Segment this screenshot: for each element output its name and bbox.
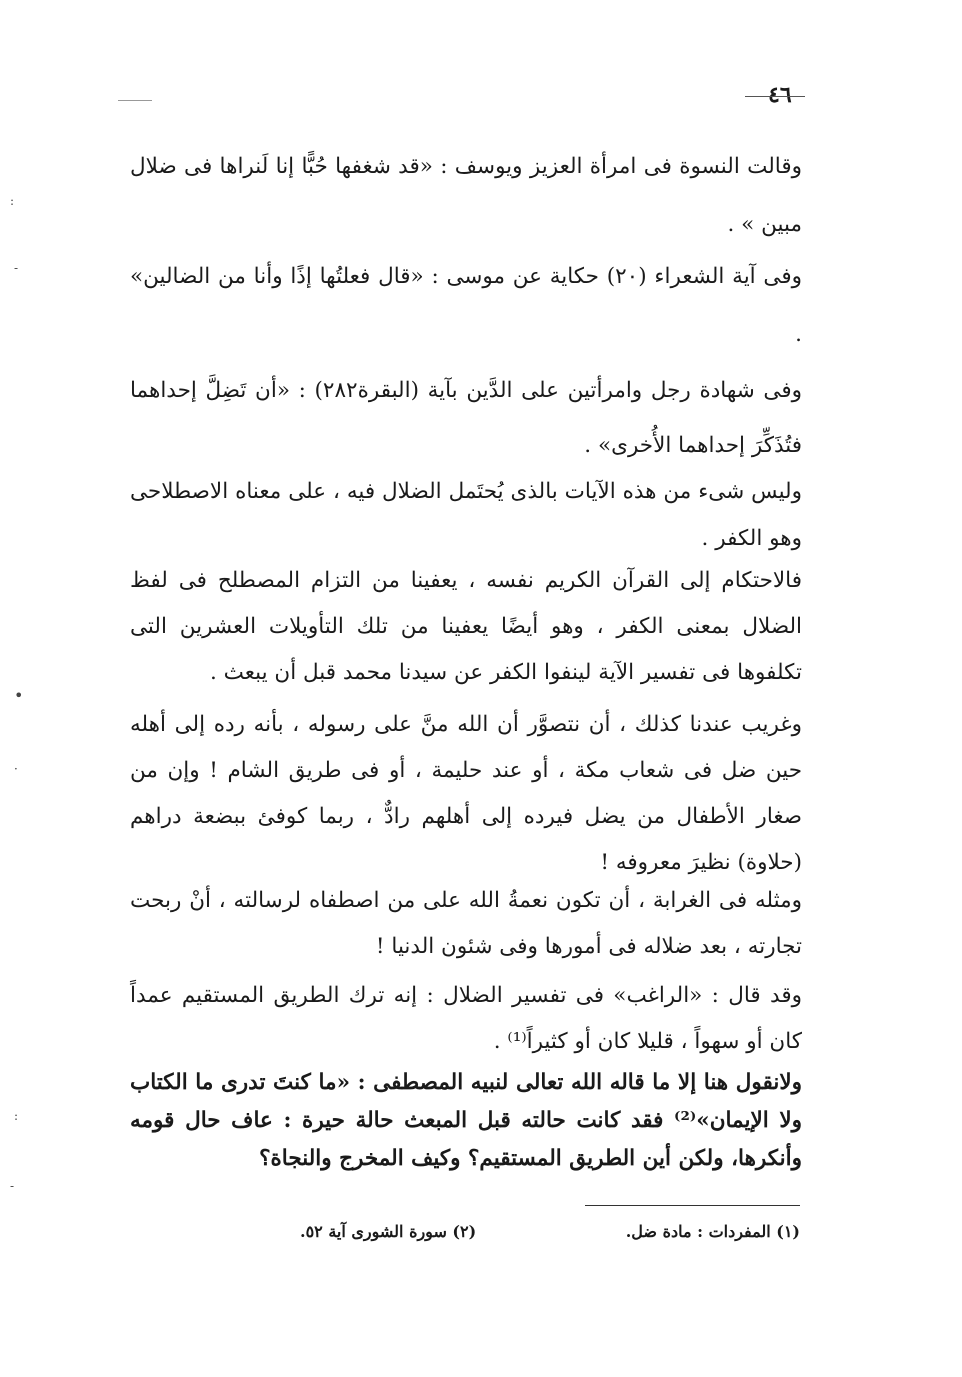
page-number-rule: [745, 96, 805, 97]
scan-speck: -: [14, 261, 19, 275]
scan-speck: -: [10, 1179, 15, 1193]
paragraph: فالاحتكام إلى القرآن الكريم نفسه ، يعفينا من التزام المصطلح فى لفظ الضلال بمعنى الكفر ، وهو أيضًا يعفينا من تلك التأويلات العشرين التى تكلفوها فى تفسير الآية لينفوا الكفر عن سيدنا محمد قبل أن يبعث .: [130, 568, 802, 685]
footnote-rule: [585, 1205, 800, 1206]
page-number: ٤٦: [768, 82, 792, 108]
scan-speck: :: [10, 194, 15, 208]
footnote: (٢) سورة الشورى آية ٥٢.: [300, 1222, 477, 1241]
scan-speck: ·: [14, 762, 18, 776]
paragraph: وقالت النسوة فى امرأة العزيز ويوسف : «قد شغفها حُبًّا إنا لَنراها فى ضلال مبين » .: [130, 154, 802, 237]
scan-speck: :: [14, 1109, 19, 1123]
paragraph: وقد قال : «الراغب» فى تفسير الضلال : إنه ترك الطريق المستقيم عمداً كان أو سهواً ، قليلا كان أو كثيراً⁽¹⁾ .: [130, 983, 802, 1054]
paragraph: وغريب عندنا كذلك ، أن نتصوَّر أن الله منَّ على رسوله ، بأنه رده إلى أهله حين ضل فى شعاب مكة ، أو عند حليمة ، أو فى طريق الشام ! وإن من صغار الأطفال من يضل فيرده إلى أهلهم رادٌّ ، ربما كوفئ ببضعة دراهم (حلاوة) نظيرَ معروفه !: [130, 712, 802, 875]
scan-speck: •: [14, 686, 24, 705]
footnotes: [300, 1222, 800, 1241]
scan-speck: [118, 100, 152, 101]
paragraph: وفى آية الشعراء (٢٠) حكاية عن موسى : «قال فعلتُها إذًا وأنا من الضالين» .: [130, 264, 802, 347]
footnote: (١) المفردات : مادة ضل.: [625, 1222, 800, 1241]
paragraph: ومثله فى الغرابة ، أن تكون نعمةُ الله على من اصطفاه لرسالته ، أنْ ربحت تجارته ، بعد ضلاله فى أمورها وفى شئون الدنيا !: [130, 888, 802, 959]
paragraph: وفى شهادة رجل وامرأتين على الدَّين بآية (البقرة٢٨٢) : «أن تَضِلَّ إحداهما فتُذَكِّرَ إحداهما الأُخرى» .: [130, 378, 802, 458]
paragraph: وليس شىء من هذه الآيات بالذى يُحتَمل الضلال فيه ، على معناه الاصطلاحى وهو الكفر .: [130, 479, 802, 551]
paragraph: ولانقول هنا إلا ما قاله الله تعالى لنبيه المصطفى : «ما كنتَ تدرى ما الكتاب ولا الإيمان»⁽²⁾ فقد كانت حالته قبل المبعث حالة حيرة : عاف حال قومه وأنكرها، ولكن أين الطريق المستقيم؟ وكيف المخرج والنجاة؟: [130, 1070, 802, 1171]
